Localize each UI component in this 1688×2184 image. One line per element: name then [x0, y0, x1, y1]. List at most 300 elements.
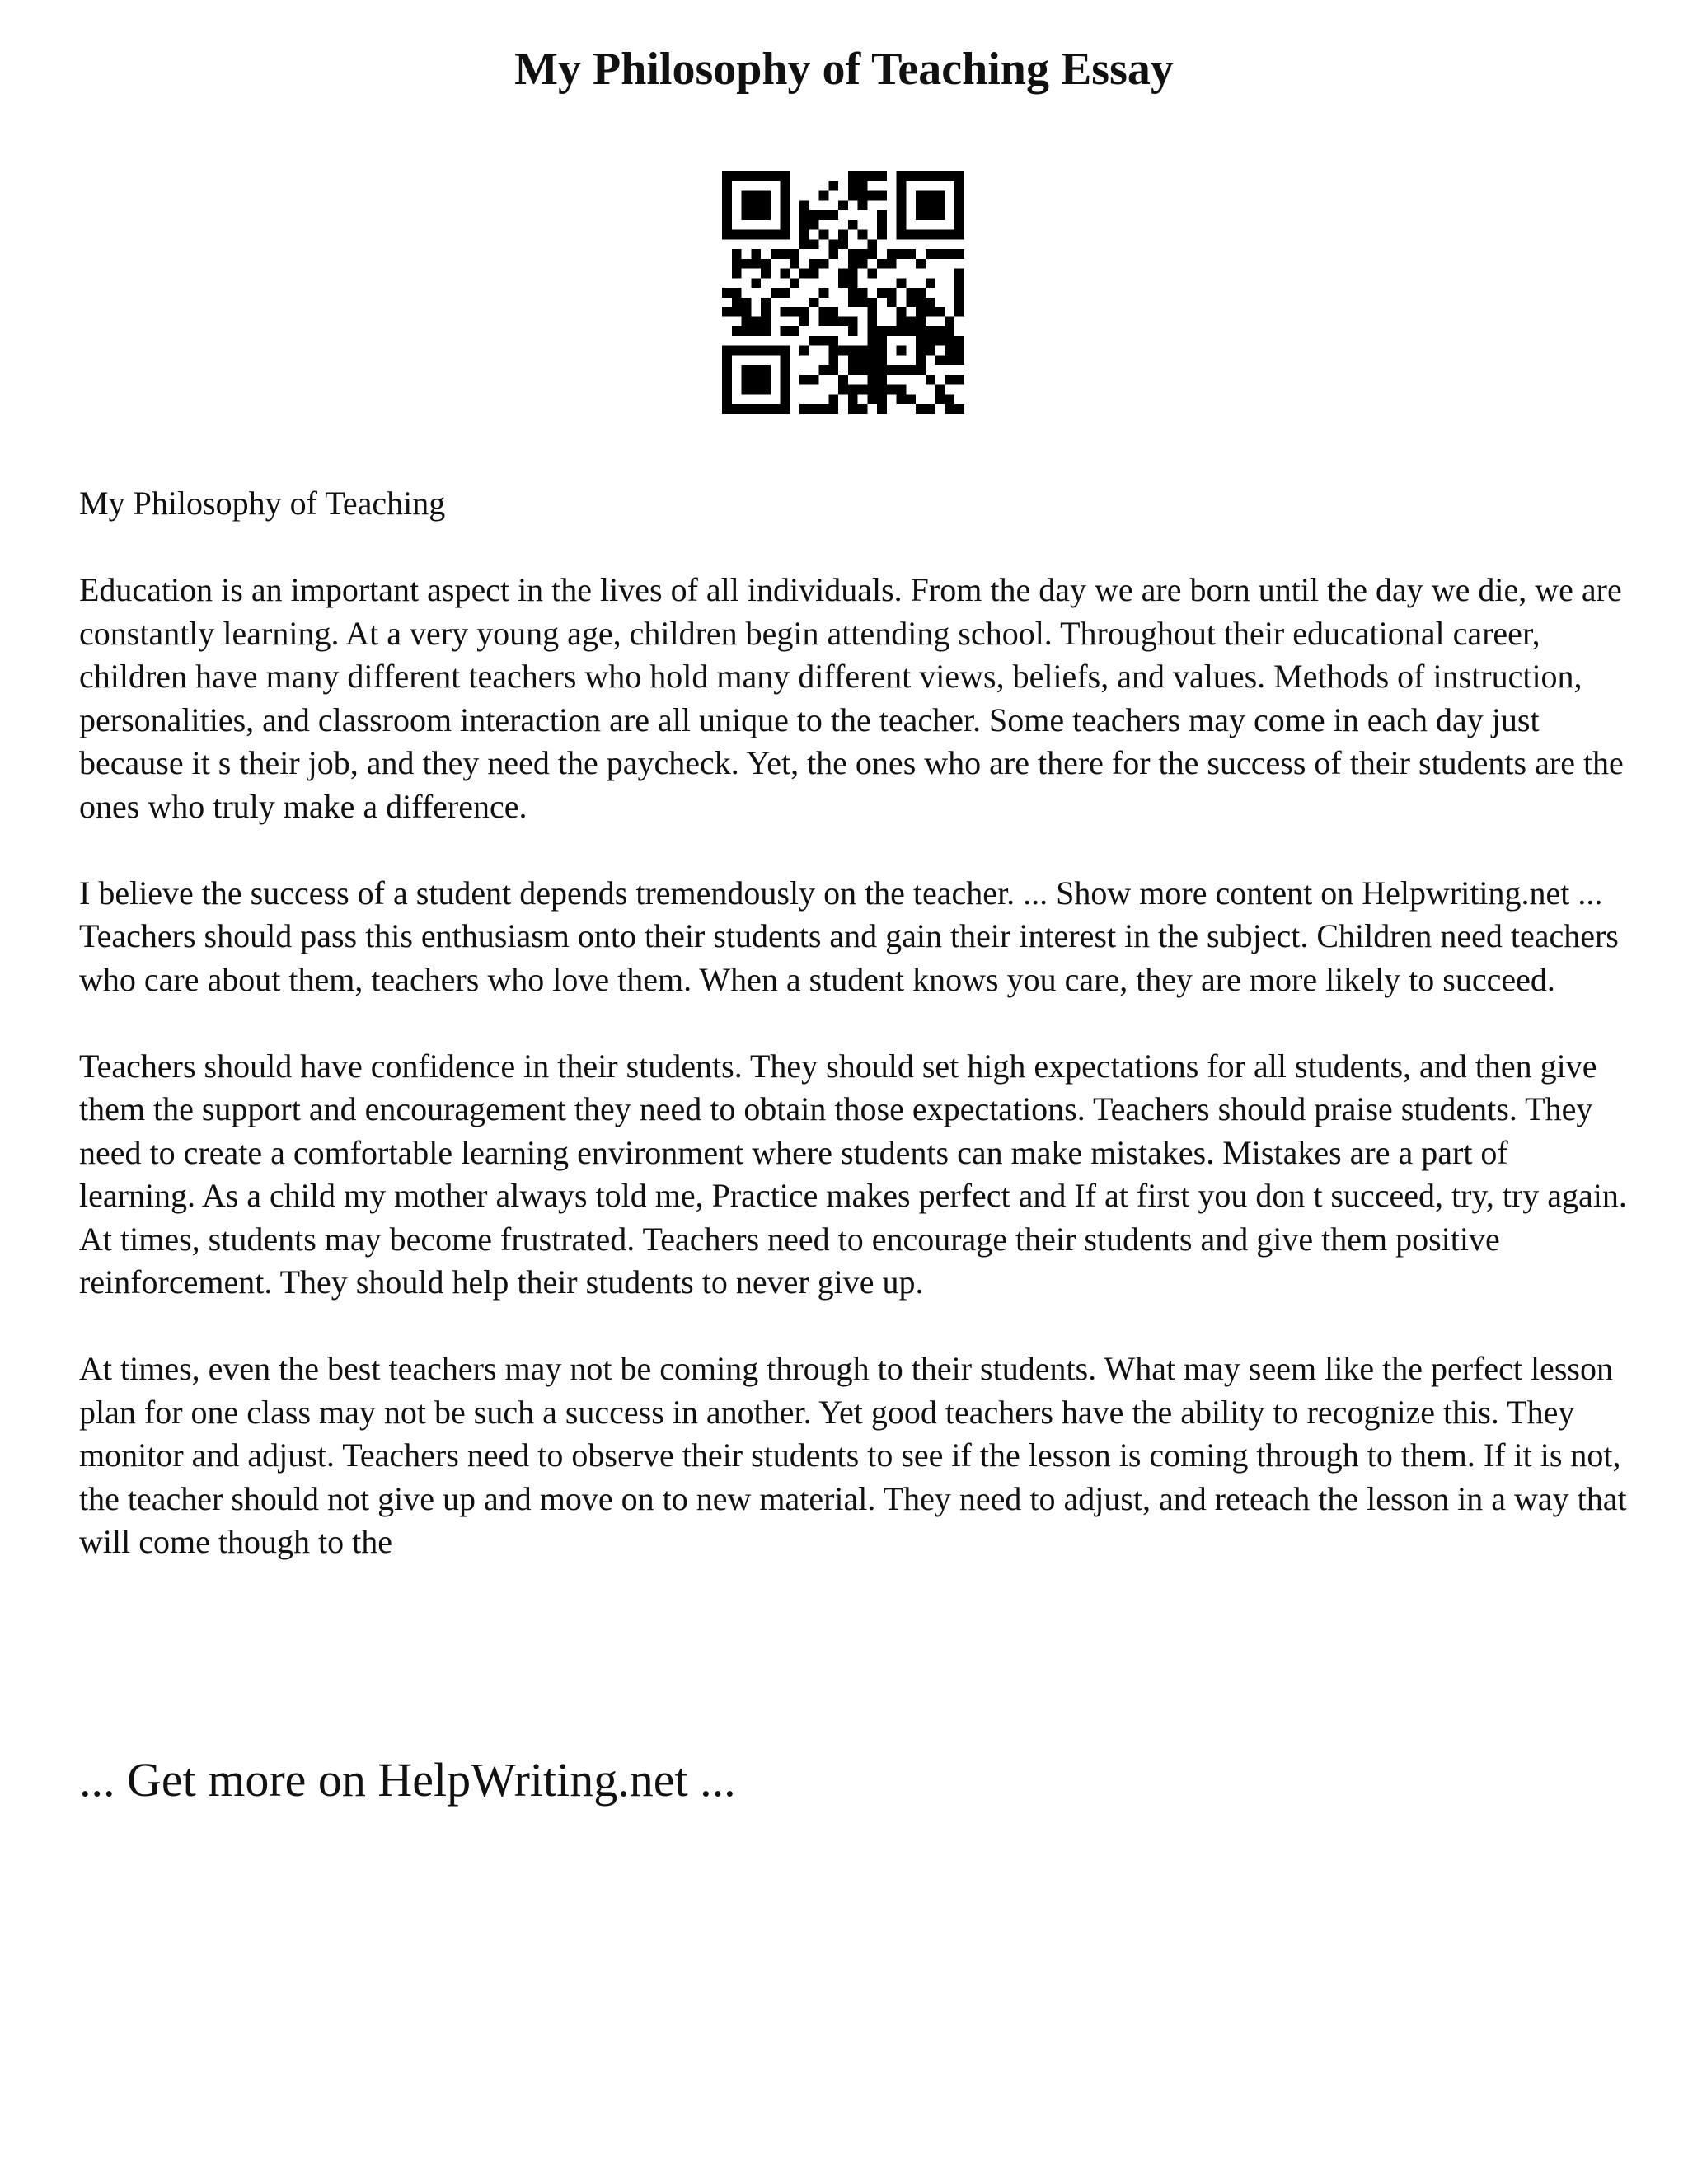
qr-module — [916, 191, 926, 201]
qr-module — [897, 346, 907, 356]
qr-module — [732, 326, 742, 336]
qr-module — [771, 288, 781, 298]
qr-module — [954, 191, 964, 201]
qr-module — [877, 259, 887, 269]
qr-module — [751, 171, 761, 181]
qr-module — [877, 355, 887, 365]
qr-module — [809, 269, 819, 279]
qr-module — [742, 259, 752, 269]
essay-paragraph: Teachers should have confidence in their students. They should set high expectations for all students, and then give them the support and encouragement they need to obtain those expectations. Teachers should praise students. They need to create a comfortable learning environment where students can make mistakes. Mistakes are a part of learning. As a child my mother always told me, Practice makes perfect and If at first you don t succeed, try, try again. At times, students may become frustrated. Teachers need to encourage their students and give them positive reinforcement. They should help their students to never give up. — [79, 1047, 1627, 1301]
qr-module — [751, 278, 761, 288]
qr-module — [761, 365, 771, 375]
qr-module — [867, 191, 877, 201]
qr-module — [935, 394, 945, 404]
qr-module — [781, 230, 790, 240]
qr-module — [897, 278, 907, 288]
qr-module — [897, 220, 907, 230]
qr-module — [954, 220, 964, 230]
qr-module — [848, 288, 858, 298]
qr-module — [819, 230, 829, 240]
qr-module — [867, 336, 877, 346]
qr-module — [945, 355, 954, 365]
qr-module — [722, 210, 732, 220]
qr-module — [742, 200, 752, 210]
qr-module — [877, 326, 887, 336]
qr-module — [761, 385, 771, 395]
qr-module — [858, 404, 868, 414]
qr-module — [916, 346, 926, 356]
qr-module — [945, 346, 954, 356]
qr-module — [751, 375, 761, 385]
qr-code-icon — [722, 171, 964, 414]
qr-module — [722, 375, 732, 385]
qr-module — [790, 259, 799, 269]
qr-module — [848, 278, 858, 288]
qr-module — [848, 316, 858, 326]
qr-module — [867, 385, 877, 395]
qr-module — [732, 404, 742, 414]
qr-module — [722, 365, 732, 375]
qr-module — [761, 326, 771, 336]
qr-module — [954, 336, 964, 346]
qr-module — [954, 307, 964, 317]
qr-module — [926, 249, 935, 259]
qr-module — [954, 346, 964, 356]
qr-module — [838, 346, 848, 356]
qr-module — [799, 346, 809, 356]
essay-heading: My Philosophy of Teaching — [79, 485, 446, 522]
qr-module — [877, 230, 887, 240]
qr-module — [742, 404, 752, 414]
qr-module — [897, 181, 907, 191]
qr-module — [867, 394, 877, 404]
qr-module — [848, 404, 858, 414]
qr-module — [799, 220, 809, 230]
qr-module — [906, 230, 916, 240]
qr-module — [742, 191, 752, 201]
qr-module — [916, 171, 926, 181]
qr-module — [781, 404, 790, 414]
qr-module — [848, 249, 858, 259]
qr-module — [916, 259, 926, 269]
qr-module — [742, 365, 752, 375]
qr-module — [926, 307, 935, 317]
qr-module — [761, 200, 771, 210]
qr-module — [732, 307, 742, 317]
qr-module — [761, 316, 771, 326]
qr-module — [771, 171, 781, 181]
qr-module — [916, 355, 926, 365]
qr-module — [828, 307, 838, 317]
qr-module — [838, 269, 848, 279]
qr-module — [819, 307, 829, 317]
qr-module — [867, 316, 877, 326]
qr-module — [781, 394, 790, 404]
qr-module — [935, 171, 945, 181]
qr-module — [848, 171, 858, 181]
qr-module — [751, 365, 761, 375]
qr-module — [809, 336, 819, 346]
qr-module — [828, 346, 838, 356]
qr-module — [722, 200, 732, 210]
qr-module — [742, 210, 752, 220]
qr-module — [877, 191, 887, 201]
qr-module — [897, 316, 907, 326]
qr-module — [858, 171, 868, 181]
qr-module — [848, 394, 858, 404]
qr-module — [761, 259, 771, 269]
qr-module — [781, 375, 790, 385]
qr-module — [790, 249, 799, 259]
qr-module — [877, 346, 887, 356]
qr-module — [722, 181, 732, 191]
qr-module — [799, 375, 809, 385]
qr-module — [858, 230, 868, 240]
qr-module — [799, 230, 809, 240]
qr-module — [877, 404, 887, 414]
qr-module — [742, 326, 752, 336]
essay-paragraph: Teachers should pass this enthusiasm onto their students and gain their interest in the subject. Children need teachers who care about them, teachers who love them. When a student knows you care, they are more likely to succeed. — [79, 917, 1619, 998]
qr-module — [867, 375, 877, 385]
qr-module — [751, 191, 761, 201]
qr-module — [887, 385, 897, 395]
qr-module — [858, 200, 868, 210]
qr-module — [954, 375, 964, 385]
qr-module — [848, 326, 858, 336]
qr-module — [742, 385, 752, 395]
qr-module — [867, 326, 877, 336]
qr-module — [877, 365, 887, 375]
qr-module — [722, 171, 732, 181]
essay-paragraph: Education is an important aspect in the lives of all individuals. From the day we are born until the day we die, we are constantly learning. At a very young age, children begin attending school. Throughout their educational career, children have many different teachers who hold many different views, beliefs, and values. Methods of instruction, personalities, and classroom interaction are all unique to the teacher. Some teachers may come in each day just because it s their job, and they need the paycheck. Yet, the ones who are there for the success of their students are the ones who truly make a difference. — [79, 571, 1624, 825]
qr-module — [916, 298, 926, 307]
qr-module — [867, 355, 877, 365]
qr-module — [916, 316, 926, 326]
qr-module — [838, 278, 848, 288]
qr-module — [858, 298, 868, 307]
qr-module — [751, 316, 761, 326]
qr-module — [732, 249, 742, 259]
qr-module — [926, 191, 935, 201]
qr-module — [877, 288, 887, 298]
qr-module — [887, 288, 897, 298]
qr-module — [809, 404, 819, 414]
qr-module — [858, 259, 868, 269]
qr-module — [867, 307, 877, 317]
qr-module — [858, 346, 868, 356]
qr-module — [897, 230, 907, 240]
qr-module — [858, 181, 868, 191]
qr-module — [945, 171, 954, 181]
qr-module — [906, 316, 916, 326]
qr-module — [771, 346, 781, 356]
qr-module — [799, 307, 809, 317]
qr-module — [877, 385, 887, 395]
qr-module — [722, 288, 732, 298]
qr-module — [790, 307, 799, 317]
qr-module — [867, 298, 877, 307]
qr-module — [906, 326, 916, 336]
qr-module — [897, 326, 907, 336]
qr-module — [954, 181, 964, 191]
qr-module — [945, 394, 954, 404]
get-more-link[interactable]: ... Get more on HelpWriting.net ... — [79, 1753, 736, 1807]
qr-module — [799, 200, 809, 210]
qr-module — [799, 269, 809, 279]
qr-module — [742, 171, 752, 181]
qr-module — [732, 259, 742, 269]
qr-module — [819, 404, 829, 414]
qr-module — [858, 355, 868, 365]
qr-module — [858, 288, 868, 298]
qr-module — [781, 365, 790, 375]
qr-module — [916, 404, 926, 414]
qr-module — [877, 171, 887, 181]
qr-module — [945, 326, 954, 336]
qr-module — [809, 298, 819, 307]
qr-module — [848, 355, 858, 365]
qr-module — [858, 249, 868, 259]
qr-module — [838, 200, 848, 210]
qr-module — [906, 288, 916, 298]
qr-module — [916, 288, 926, 298]
qr-module — [867, 239, 877, 249]
qr-module — [790, 278, 799, 288]
qr-code-graphic — [722, 171, 964, 414]
qr-module — [781, 385, 790, 395]
qr-module — [848, 365, 858, 375]
qr-module — [954, 278, 964, 288]
qr-module — [781, 181, 790, 191]
qr-module — [867, 249, 877, 259]
qr-module — [781, 210, 790, 220]
qr-module — [732, 171, 742, 181]
qr-module — [771, 404, 781, 414]
qr-module — [742, 230, 752, 240]
qr-module — [848, 346, 858, 356]
qr-module — [858, 191, 868, 201]
qr-module — [916, 210, 926, 220]
qr-module — [828, 210, 838, 220]
qr-module — [887, 249, 897, 259]
qr-module — [732, 298, 742, 307]
qr-module — [935, 230, 945, 240]
qr-module — [945, 375, 954, 385]
qr-module — [954, 230, 964, 240]
qr-module — [722, 191, 732, 201]
qr-module — [771, 249, 781, 259]
qr-module — [722, 394, 732, 404]
qr-module — [926, 210, 935, 220]
qr-module — [897, 210, 907, 220]
qr-module — [751, 210, 761, 220]
qr-module — [954, 269, 964, 279]
qr-module — [761, 375, 771, 385]
qr-module — [877, 336, 887, 346]
qr-module — [838, 385, 848, 395]
qr-module — [906, 249, 916, 259]
qr-module — [867, 171, 877, 181]
qr-module — [848, 181, 858, 191]
qr-module — [897, 385, 907, 395]
qr-module — [954, 355, 964, 365]
qr-module — [761, 210, 771, 220]
qr-module — [945, 230, 954, 240]
qr-module — [781, 346, 790, 356]
qr-module — [887, 298, 897, 307]
qr-module — [906, 171, 916, 181]
qr-module — [848, 298, 858, 307]
qr-module — [732, 288, 742, 298]
qr-module — [819, 191, 829, 201]
qr-module — [877, 220, 887, 230]
qr-module — [781, 269, 790, 279]
qr-module — [722, 230, 732, 240]
qr-module — [828, 249, 838, 259]
qr-module — [926, 404, 935, 414]
qr-module — [877, 210, 887, 220]
qr-module — [819, 210, 829, 220]
qr-module — [897, 200, 907, 210]
qr-module — [906, 365, 916, 375]
qr-module — [781, 171, 790, 181]
qr-module — [781, 220, 790, 230]
qr-module — [781, 288, 790, 298]
qr-module — [819, 259, 829, 269]
qr-module — [916, 336, 926, 346]
qr-module — [828, 365, 838, 375]
qr-module — [935, 210, 945, 220]
qr-module — [867, 269, 877, 279]
qr-module — [945, 404, 954, 414]
qr-module — [848, 259, 858, 269]
qr-module — [848, 385, 858, 395]
qr-module — [926, 346, 935, 356]
qr-module — [877, 375, 887, 385]
qr-module — [897, 249, 907, 259]
qr-module — [732, 346, 742, 356]
qr-module — [897, 191, 907, 201]
qr-module — [722, 307, 732, 317]
qr-module — [897, 307, 907, 317]
qr-module — [897, 394, 907, 404]
qr-module — [722, 346, 732, 356]
qr-module — [935, 249, 945, 259]
qr-module — [945, 249, 954, 259]
page-title: My Philosophy of Teaching Essay — [514, 44, 1174, 95]
qr-module — [954, 298, 964, 307]
qr-module — [954, 210, 964, 220]
qr-module — [819, 316, 829, 326]
qr-module — [935, 191, 945, 201]
qr-module — [828, 404, 838, 414]
qr-module — [887, 326, 897, 336]
qr-module — [781, 200, 790, 210]
qr-module — [742, 346, 752, 356]
qr-module — [926, 326, 935, 336]
qr-module — [809, 210, 819, 220]
qr-module — [722, 404, 732, 414]
qr-module — [771, 230, 781, 240]
qr-module — [838, 375, 848, 385]
qr-module — [809, 239, 819, 249]
qr-module — [848, 220, 858, 230]
qr-module — [799, 239, 809, 249]
qr-module — [761, 404, 771, 414]
qr-module — [751, 404, 761, 414]
qr-module — [751, 346, 761, 356]
qr-module — [742, 375, 752, 385]
qr-module — [761, 171, 771, 181]
qr-module — [916, 200, 926, 210]
qr-module — [838, 239, 848, 249]
qr-module — [838, 230, 848, 240]
qr-module — [781, 326, 790, 336]
qr-module — [751, 326, 761, 336]
qr-module — [751, 385, 761, 395]
qr-module — [819, 336, 829, 346]
qr-module — [954, 249, 964, 259]
qr-module — [887, 259, 897, 269]
qr-module — [935, 385, 945, 395]
qr-module — [858, 385, 868, 395]
qr-module — [761, 230, 771, 240]
qr-module — [828, 239, 838, 249]
qr-module — [897, 171, 907, 181]
qr-module — [799, 210, 809, 220]
qr-module — [926, 230, 935, 240]
qr-module — [954, 404, 964, 414]
qr-module — [761, 191, 771, 201]
qr-module — [877, 394, 887, 404]
qr-module — [732, 269, 742, 279]
qr-module — [867, 365, 877, 375]
qr-module — [732, 230, 742, 240]
qr-module — [935, 326, 945, 336]
qr-module — [761, 346, 771, 356]
essay-paragraph: I believe the success of a student depends tremendously on the teacher. ... Show more content on Helpwriting.net ... — [79, 874, 1603, 912]
qr-module — [935, 355, 945, 365]
qr-module — [828, 316, 838, 326]
qr-module — [945, 336, 954, 346]
qr-module — [926, 375, 935, 385]
qr-module — [828, 181, 838, 191]
qr-module — [809, 220, 819, 230]
qr-module — [790, 326, 799, 336]
qr-module — [935, 307, 945, 317]
qr-module — [781, 307, 790, 317]
qr-module — [751, 259, 761, 269]
qr-module — [916, 365, 926, 375]
qr-module — [828, 336, 838, 346]
qr-module — [722, 385, 732, 395]
essay-body — [79, 482, 1629, 1607]
qr-module — [916, 326, 926, 336]
qr-module — [926, 200, 935, 210]
qr-module — [906, 298, 916, 307]
qr-module — [945, 316, 954, 326]
qr-module — [809, 259, 819, 269]
qr-module — [828, 394, 838, 404]
qr-module — [954, 171, 964, 181]
qr-module — [858, 365, 868, 375]
qr-module — [781, 191, 790, 201]
qr-module — [742, 298, 752, 307]
qr-module — [926, 278, 935, 288]
qr-module — [799, 404, 809, 414]
qr-module — [935, 336, 945, 346]
essay-paragraph: At times, even the best teachers may not be coming through to their students. What may seem like the perfect lesson plan for one class may not be such a success in another. Yet good teachers have the ability to recognize this. They monitor and adjust. Teachers need to observe their students to see if the lesson is coming through to them. If it is not, the teacher should not give up and move on to new material. They need to adjust, and reteach the lesson in a way that will come though to the — [79, 1350, 1627, 1560]
